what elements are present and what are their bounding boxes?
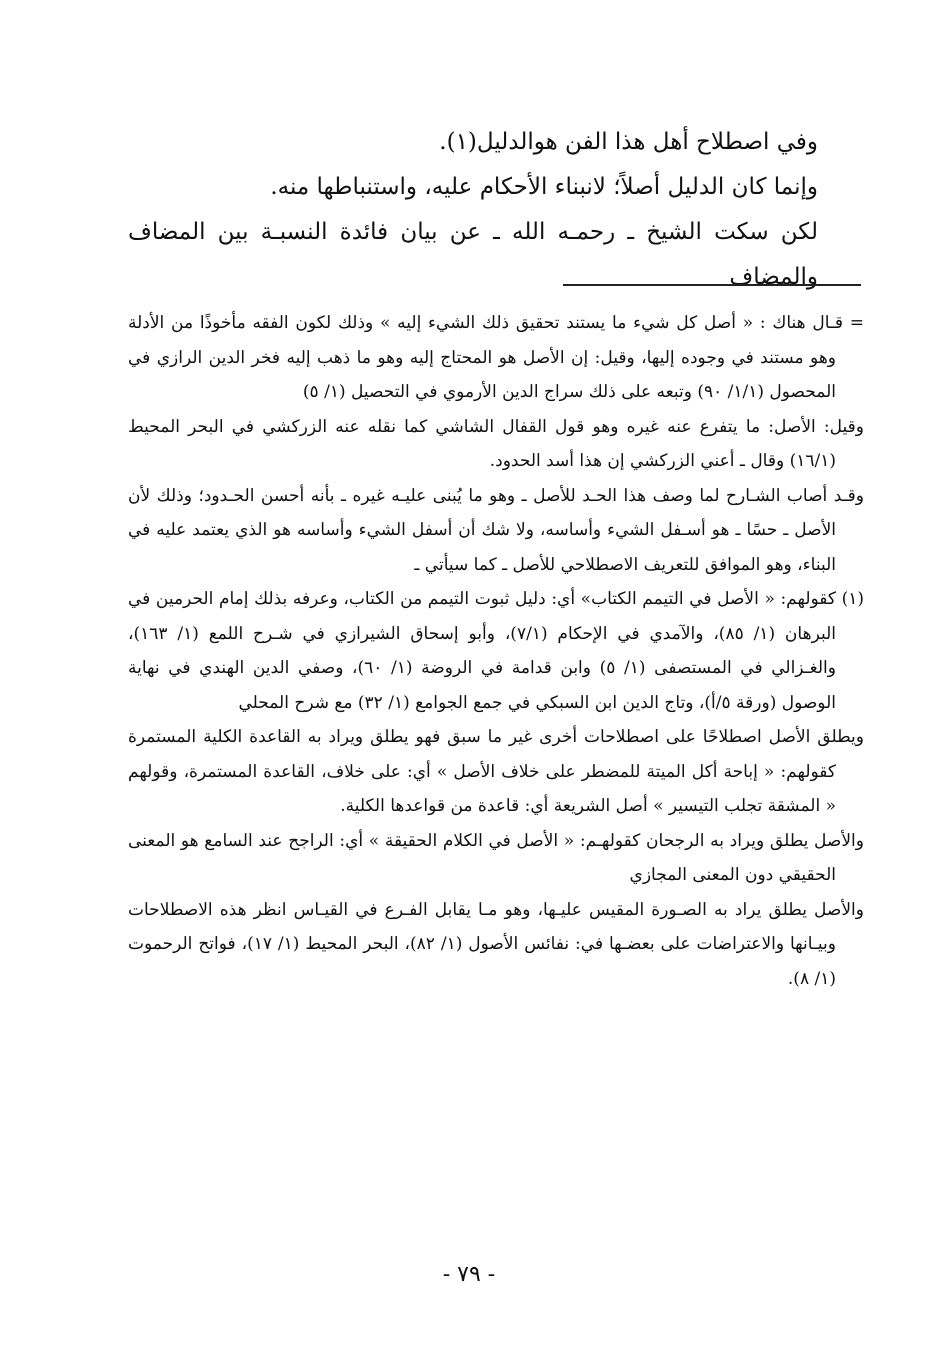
footnote-paragraph: ويطلق الأصل اصطلاحًا على اصطلاحات أخرى غير ما سبق فهو يطلق ويراد به القاعدة الكلية المستمرة كقولهم: « إباحة أكل الميتة للمضطر على خلاف الأصل » أي: على خلاف، القاعدة المستمرة، وقولهم « المشقة تجلب التيسير » أصل الشريعة أي: قاعدة من قواعدها الكلية. [128, 727, 864, 816]
footnote-paragraph: والأصل يطلق يراد به الصـورة المقيس عليـها، وهو مـا يقابل الفـرع في القيـاس انظر هذه الاصطلاحات وبيـانها والاعتراضات على بعضـها في: نفائس الأصول (١/ ٨٢)، البحر المحيط (١/ ١٧)، فواتح الرحموت (١/ ٨). [128, 899, 864, 989]
main-text [128, 120, 818, 300]
footnote-paragraph: والأصل يطلق ويراد به الرجحان كقولهـم: « الأصل في الكلام الحقيقة » أي: الراجح عند السامع هو المعنى الحقيقي دون المعنى المجازي [128, 830, 864, 885]
footnote-paragraph: وقـد أصاب الشـارح لما وصف هذا الحـد للأصل ـ وهو ما يُبنى عليـه غيره ـ بأنه أحسن الحـدود؛ وذلك لأن الأصل ـ حسًا ـ هو أسـفل الشيء وأساسه، ولا شك أن أسفل الشيء وأساسه هو الذي يعتمد عليه في البناء، وهو الموافق للتعريف الاصطلاحي للأصل ـ كما سيأتي ـ [128, 485, 864, 575]
main-line: لكن سكت الشيخ ـ رحمـه الله ـ عن بيان فائدة النسبـة بين المضاف والمضاف [128, 219, 818, 290]
footnote-separator [563, 284, 861, 286]
footnote-paragraph: = قـال هناك : « أصل كل شيء ما يستند تحقيق ذلك الشيء إليه » وذلك لكون الفقه مأخوذًا من الأدلة وهو مستند في وجوده إليها، وقيل: إن الأصل هو المحتاج إليه وهو ما ذهب إليه فخر الدين الرازي في المحصول (١/١/ ٩٠) وتبعه على ذلك سراج الدين الأرموي في التحصيل (١/ ٥) [128, 313, 864, 402]
main-line: وفي اصطلاح أهل هذا الفن هوالدليل(١). [439, 129, 818, 155]
footnote-paragraph: وقيل: الأصل: ما يتفرع عنه غيره وهو قول القفال الشاشي كما نقله عنه الزركشي في البحر المحيط (١٦/١) وقال ـ أعني الزركشي إن هذا أسد الحدود. [128, 416, 864, 471]
main-line: وإنما كان الدليل أصلاً؛ لانبناء الأحكام عليه، واستنباطها منه. [270, 174, 818, 200]
page-number: - ٧٩ - [442, 1262, 496, 1287]
footnotes [128, 306, 864, 996]
footnote-paragraph: (١) كقولهم: « الأصل في التيمم الكتاب» أي: دليل ثبوت التيمم من الكتاب، وعرفه بذلك إمام الحرمين في البرهان (١/ ٨٥)، والآمدي في الإحكام (٧/١)، وأبو إسحاق الشيرازي في شـرح اللمع (١/ ١٦٣)، والغـزالي في المستصفى (١/ ٥) وابن قدامة في الروضة (١/ ٦٠)، وصفي الدين الهندي في نهاية الوصول (ورقة ٥/أ)، وتاج الدين ابن السبكي في جمع الجوامع (١/ ٣٢) مع شرح المحلي [128, 589, 864, 713]
